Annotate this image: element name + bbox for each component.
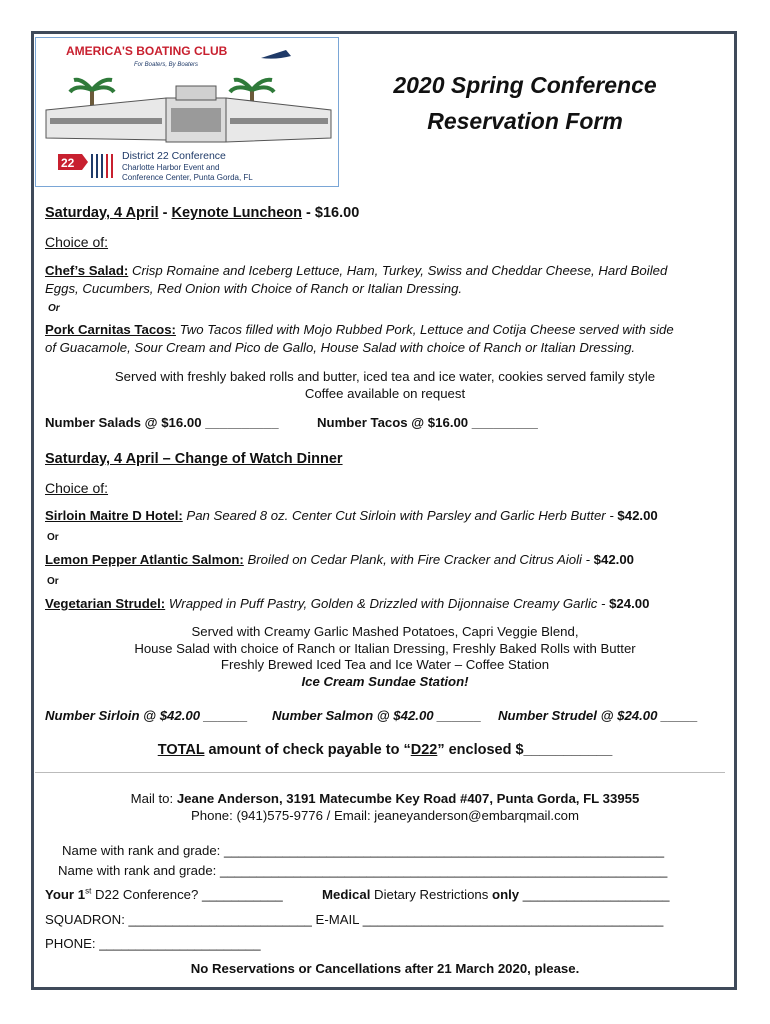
phone-field[interactable]: PHONE: ______________________ <box>45 936 261 951</box>
name-field-2[interactable]: Name with rank and grade: _____________________________________________________________ <box>58 863 668 878</box>
strudel-name: Vegetarian Strudel: <box>45 596 166 611</box>
first-conference-field[interactable] <box>45 886 283 903</box>
pork-tacos-name: Pork Carnitas Tacos: <box>45 322 176 337</box>
mail-prefix: Mail to: <box>130 791 177 806</box>
number-salads-field[interactable]: Number Salads @ $16.00 __________ <box>45 415 279 430</box>
luncheon-price: - $16.00 <box>302 205 360 221</box>
salmon-line <box>45 551 634 568</box>
total-label-2: ” enclosed $___________ <box>437 742 613 758</box>
strudel-line <box>45 595 649 612</box>
number-sirloin-field[interactable]: Number Sirloin @ $42.00 ______ <box>45 708 248 723</box>
form-title-line-1: 2020 Spring Conference <box>393 72 657 98</box>
chefs-salad-line-1 <box>45 262 667 279</box>
dinner-heading: Saturday, 4 April – Change of Watch Dinner <box>45 451 343 467</box>
dinner-or-1: Or <box>47 532 59 543</box>
total-label-d22: D22 <box>410 742 438 758</box>
number-salmon-field[interactable]: Number Salmon @ $42.00 ______ <box>272 708 482 723</box>
mail-contact: Phone: (941)575-9776 / Email: jeaneyanderson@embarqmail.com <box>191 808 579 823</box>
dinner-served-1: Served with Creamy Garlic Mashed Potatoes, Capri Veggie Blend, <box>191 624 579 639</box>
total-label-u: TOTAL <box>157 742 205 758</box>
chefs-salad-desc-1: Crisp Romaine and Iceberg Lettuce, Ham, Turkey, Swiss and Cheddar Cheese, Hard Boiled <box>128 263 668 278</box>
sirloin-desc: Pan Seared 8 oz. Center Cut Sirloin with Parsley and Garlic Herb Butter - <box>182 508 618 523</box>
district-22-badge <box>58 154 113 178</box>
name-field-1[interactable]: Name with rank and grade: ____________________________________________________________ <box>62 843 665 858</box>
sirloin-price: $42.00 <box>617 508 658 523</box>
pork-tacos-desc-1: Two Tacos filled with Mojo Rubbed Pork, Lettuce and Cotija Cheese served with side <box>175 322 674 337</box>
logo-event-line-1: District 22 Conference <box>122 150 226 162</box>
chefs-salad-desc-2: Eggs, Cucumbers, Red Onion with Choice of Ranch or Italian Dressing. <box>45 281 463 296</box>
chefs-salad-name: Chef’s Salad: <box>45 263 129 278</box>
dinner-choice-of: Choice of: <box>45 480 109 496</box>
squadron-email-field[interactable]: SQUADRON: _________________________ E-MAIL _________________________________________ <box>45 912 664 927</box>
total-label-1: amount of check payable to “ <box>204 742 411 758</box>
logo-event-line-2: Charlotte Harbor Event and <box>122 163 220 172</box>
dinner-served-4: Ice Cream Sundae Station! <box>301 674 469 689</box>
luncheon-served-2: Coffee available on request <box>304 386 466 401</box>
mail-address: Jeane Anderson, 3191 Matecumbe Key Road #407, Punta Gorda, FL 33955 <box>176 791 640 806</box>
sirloin-line <box>45 507 658 524</box>
mail-to-line <box>35 790 735 807</box>
strudel-desc: Wrapped in Puff Pastry, Golden & Drizzled with Dijonnaise Creamy Garlic - <box>165 596 610 611</box>
dinner-served-3: Freshly Brewed Iced Tea and Ice Water – Coffee Station <box>220 657 550 672</box>
salmon-desc: Broiled on Cedar Plank, with Fire Cracker and Citrus Aioli - <box>243 552 594 567</box>
boat-icon <box>261 50 291 59</box>
pork-tacos-desc-2: of Guacamole, Sour Cream and Pico de Gallo, House Salad with choice of Ranch or Italian Dressing. <box>45 340 636 355</box>
club-logo <box>35 37 339 187</box>
number-tacos-field[interactable]: Number Tacos @ $16.00 _________ <box>317 415 538 430</box>
strudel-price: $24.00 <box>609 596 650 611</box>
luncheon-sep: - <box>158 205 172 221</box>
first-conf-a: Your 1 <box>45 887 86 902</box>
luncheon-choice-of: Choice of: <box>45 234 109 250</box>
dinner-served-2: House Salad with choice of Ranch or Italian Dressing, Freshly Baked Rolls with Butter <box>134 641 636 656</box>
logo-club-name: AMERICA'S BOATING CLUB <box>66 44 228 58</box>
luncheon-day: Saturday, 4 April <box>45 205 159 221</box>
form-title-line-2: Reservation Form <box>427 108 623 134</box>
medical-restrictions-field[interactable] <box>322 886 670 903</box>
salmon-name: Lemon Pepper Atlantic Salmon: <box>45 552 244 567</box>
med-d: ____________________ <box>519 887 670 902</box>
district-number: 22 <box>61 156 75 170</box>
salmon-price: $42.00 <box>593 552 635 567</box>
logo-tagline: For Boaters, By Boaters <box>134 62 199 68</box>
first-conf-b: D22 Conference? ___________ <box>91 887 283 902</box>
number-strudel-field[interactable]: Number Strudel @ $24.00 _____ <box>498 708 698 723</box>
luncheon-or: Or <box>48 303 60 314</box>
pork-tacos-line-1 <box>45 321 674 338</box>
logo-event-line-3: Conference Center, Punta Gorda, FL <box>122 173 253 182</box>
sirloin-name: Sirloin Maitre D Hotel: <box>45 508 183 523</box>
dinner-or-2: Or <box>47 576 59 587</box>
med-b: Dietary Restrictions <box>370 887 493 902</box>
med-c: only <box>492 887 520 902</box>
luncheon-served-1: Served with freshly baked rolls and butter, iced tea and ice water, cookies served family style <box>114 369 656 384</box>
building-illustration <box>46 86 331 142</box>
total-amount-field[interactable] <box>35 741 735 760</box>
luncheon-event: Keynote Luncheon <box>171 205 303 221</box>
logo-graphic <box>36 38 339 187</box>
cancellation-notice: No Reservations or Cancellations after 21 March 2020, please. <box>190 961 580 976</box>
med-a: Medical <box>322 887 371 902</box>
divider <box>35 772 725 773</box>
first-conf-sup: st <box>85 886 92 896</box>
luncheon-heading <box>45 204 359 223</box>
